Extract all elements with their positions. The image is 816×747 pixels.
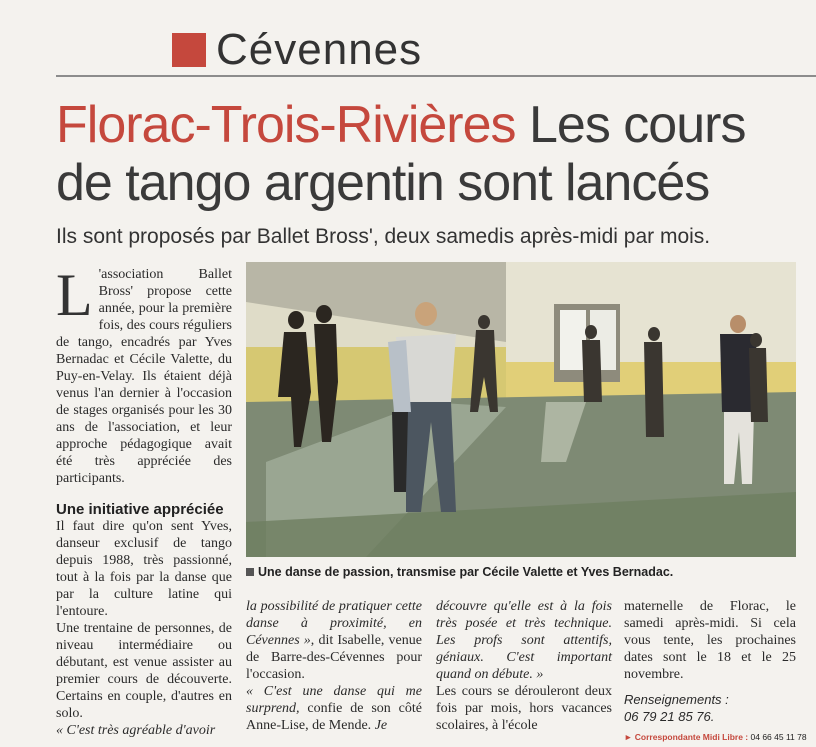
article-column-3	[436, 598, 612, 734]
credit-phone: 04 66 45 11 78	[748, 732, 807, 742]
section-rule	[56, 75, 816, 77]
headline	[56, 96, 816, 212]
intertitle: Une initiative appréciée	[56, 501, 224, 518]
dropcap: L	[56, 262, 93, 328]
paragraph-2: Il faut dire qu'on sent Yves, danseur exclusif de tango depuis 1988, très passionné, tout à la fois par la danse que par la culture latine qui l'entoure.	[56, 519, 232, 619]
credit-label: Correspondante Midi Libre :	[634, 732, 749, 742]
attribution: confie de son côté Anne-Lise, de Mende.	[246, 701, 422, 733]
section-title: Cévennes	[216, 25, 423, 74]
info-phone: 06 79 21 85 76.	[624, 709, 715, 724]
article-column-1	[56, 262, 232, 739]
quote-continuation: découvre qu'elle est à la fois très posée et très technique. Les profs sont attentifs, géniaux. C'est important quand on débute. »	[436, 599, 612, 682]
tango-class-photo	[246, 262, 796, 557]
article-column-4	[624, 598, 807, 746]
headline-line1: Les cours	[515, 96, 746, 154]
info-block	[624, 691, 796, 725]
caption-marker	[246, 568, 254, 576]
info-label: Renseignements :	[624, 692, 729, 707]
photo-caption	[246, 565, 673, 579]
section-marker	[172, 33, 206, 67]
quote-anne-lise	[246, 683, 422, 734]
quote-text: « C'est une danse qui me surprend,	[246, 684, 422, 716]
article-column-2	[246, 598, 422, 734]
lead-text: 'association Ballet Bross' propose cette année, pour la première fois, des cours réguliers de tango, encadrés par Yves Bernadac et Cécile Valette, du Puy-en-Velay. Ils étaient déjà venus l'an dernier à l'occasion de stages organisés pour les 30 ans de l'association, et leur approche pédagogique avait été très appréciée des participants.	[56, 267, 232, 486]
quote-text: Je	[374, 718, 388, 733]
arrow-icon: ►	[624, 732, 633, 742]
attribution: , dit Isabelle, venue de Barre-des-Cévennes pour l'occasion.	[246, 633, 422, 682]
subheadline: Ils sont proposés par Ballet Bross', deux samedis après-midi par mois.	[56, 225, 711, 248]
paragraph-4: « C'est très agréable d'avoir	[56, 723, 216, 738]
schedule-paragraph: Les cours se dérouleront deux fois par mois, hors vacances scolaires, à l'école	[436, 684, 612, 733]
caption-text: Une danse de passion, transmise par Cécile Valette et Yves Bernadac.	[258, 565, 674, 579]
quote-isabelle	[246, 598, 422, 683]
lead-paragraph	[56, 262, 232, 487]
headline-place: Florac-Trois-Rivières	[56, 96, 516, 154]
paragraph-3: Une trentaine de personnes, de niveau intermédiaire ou débutant, est venue assister au premier cours de découverte. Certains en couple, d'autres en solo.	[56, 621, 232, 721]
headline-line2: de tango argentin sont lancés	[56, 154, 710, 212]
quote-text: la possibilité de pratiquer cette danse à proximité, en Cévennes »	[246, 599, 422, 648]
correspondent-credit	[624, 729, 807, 746]
dates-paragraph: maternelle de Florac, le samedi après-midi. Si cela vous tente, les prochaines dates sont le 18 et le 25 novembre.	[624, 599, 796, 682]
